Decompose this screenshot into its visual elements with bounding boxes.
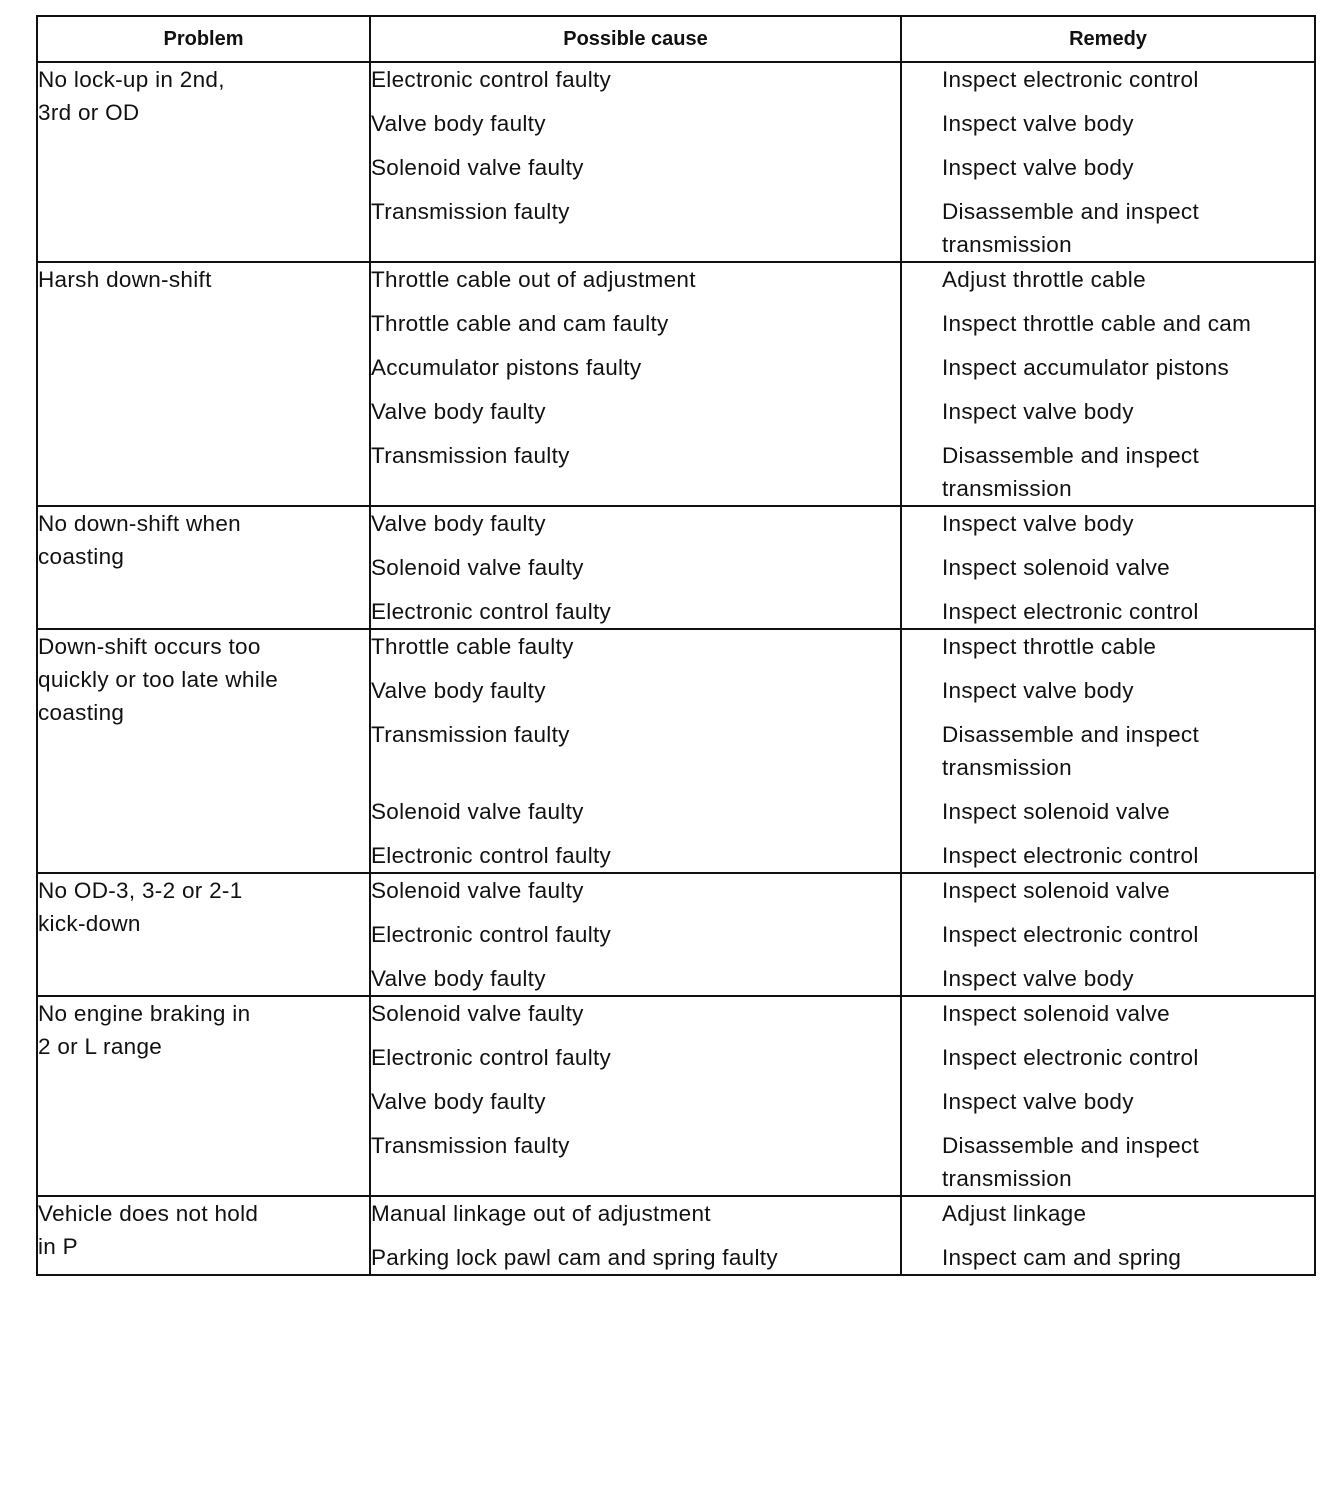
remedy-item: Inspect accumulator pistons bbox=[942, 355, 1229, 380]
remedy-item: Inspect solenoid valve bbox=[942, 878, 1170, 903]
table-row bbox=[37, 506, 1315, 629]
possible-cause-cell bbox=[370, 1196, 901, 1275]
table-row bbox=[37, 996, 1315, 1196]
remedy-item: Adjust throttle cable bbox=[942, 267, 1146, 292]
remedy-item: Inspect cam and spring bbox=[942, 1245, 1182, 1270]
cause-item: Valve body faulty bbox=[371, 1089, 546, 1114]
possible-cause-cell bbox=[370, 873, 901, 996]
possible-cause-cell bbox=[370, 506, 901, 629]
remedy-item: Inspect electronic control bbox=[942, 599, 1199, 624]
table-row bbox=[37, 1196, 1315, 1275]
header-remedy: Remedy bbox=[901, 16, 1315, 62]
cause-item: Electronic control faulty bbox=[371, 599, 612, 624]
remedy-item: Inspect valve body bbox=[942, 155, 1134, 180]
remedy-item: Inspect solenoid valve bbox=[942, 555, 1170, 580]
possible-cause-cell bbox=[370, 262, 901, 506]
cause-item: Solenoid valve faulty bbox=[371, 155, 584, 180]
remedy-cell bbox=[901, 1196, 1315, 1275]
remedy-item: Inspect valve body bbox=[942, 966, 1134, 991]
table-row bbox=[37, 873, 1315, 996]
problem-cell: No lock-up in 2nd, 3rd or OD bbox=[37, 62, 370, 262]
remedy-item: Inspect solenoid valve bbox=[942, 1001, 1170, 1026]
remedy-item: Inspect valve body bbox=[942, 511, 1134, 536]
remedy-cell bbox=[901, 629, 1315, 873]
problem-cell: No down-shift when coasting bbox=[37, 506, 370, 629]
remedy-item: Inspect electronic control bbox=[942, 922, 1199, 947]
cause-item: Valve body faulty bbox=[371, 399, 546, 424]
remedy-item: Inspect valve body bbox=[942, 678, 1134, 703]
remedy-item: Inspect valve body bbox=[942, 399, 1134, 424]
troubleshooting-table bbox=[36, 15, 1316, 1276]
remedy-item: Inspect valve body bbox=[942, 1089, 1134, 1114]
cause-item: Solenoid valve faulty bbox=[371, 1001, 584, 1026]
cause-item: Transmission faulty bbox=[371, 1133, 570, 1158]
remedy-cell bbox=[901, 62, 1315, 262]
table-row bbox=[37, 629, 1315, 873]
remedy-item: Inspect electronic control bbox=[942, 843, 1199, 868]
cause-item: Electronic control faulty bbox=[371, 67, 612, 92]
header-row bbox=[37, 16, 1315, 62]
cause-item: Throttle cable faulty bbox=[371, 634, 574, 659]
cause-item: Electronic control faulty bbox=[371, 843, 612, 868]
cause-item: Solenoid valve faulty bbox=[371, 555, 584, 580]
problem-cell: No OD-3, 3-2 or 2-1 kick-down bbox=[37, 873, 370, 996]
problem-cell: No engine braking in 2 or L range bbox=[37, 996, 370, 1196]
header-possible-cause: Possible cause bbox=[370, 16, 901, 62]
remedy-item: Inspect electronic control bbox=[942, 1045, 1199, 1070]
cause-item: Accumulator pistons faulty bbox=[371, 355, 642, 380]
cause-item: Valve body faulty bbox=[371, 111, 546, 136]
remedy-cell bbox=[901, 873, 1315, 996]
cause-item: Electronic control faulty bbox=[371, 1045, 612, 1070]
remedy-item: Disassemble and inspect transmission bbox=[942, 1133, 1200, 1191]
remedy-item: Inspect throttle cable bbox=[942, 634, 1157, 659]
remedy-item: Adjust linkage bbox=[942, 1201, 1087, 1226]
problem-cell: Vehicle does not hold in P bbox=[37, 1196, 370, 1275]
remedy-item: Inspect valve body bbox=[942, 111, 1134, 136]
remedy-cell bbox=[901, 262, 1315, 506]
cause-item: Throttle cable out of adjustment bbox=[371, 267, 696, 292]
cause-item: Solenoid valve faulty bbox=[371, 799, 584, 824]
problem-cell: Down-shift occurs too quickly or too late while coasting bbox=[37, 629, 370, 873]
cause-item: Valve body faulty bbox=[371, 966, 546, 991]
remedy-cell bbox=[901, 506, 1315, 629]
cause-item: Electronic control faulty bbox=[371, 922, 612, 947]
problem-cell: Harsh down-shift bbox=[37, 262, 370, 506]
possible-cause-cell bbox=[370, 996, 901, 1196]
cause-item: Valve body faulty bbox=[371, 511, 546, 536]
cause-item: Transmission faulty bbox=[371, 443, 570, 468]
cause-item: Transmission faulty bbox=[371, 722, 570, 747]
remedy-item: Inspect solenoid valve bbox=[942, 799, 1170, 824]
header-problem: Problem bbox=[37, 16, 370, 62]
cause-item: Parking lock pawl cam and spring faulty bbox=[371, 1245, 778, 1270]
remedy-item: Disassemble and inspect transmission bbox=[942, 199, 1200, 257]
remedy-item: Disassemble and inspect transmission bbox=[942, 443, 1200, 501]
table-row bbox=[37, 262, 1315, 506]
remedy-cell bbox=[901, 996, 1315, 1196]
cause-item: Valve body faulty bbox=[371, 678, 546, 703]
cause-item: Transmission faulty bbox=[371, 199, 570, 224]
cause-item: Manual linkage out of adjustment bbox=[371, 1201, 711, 1226]
remedy-item: Disassemble and inspect transmission bbox=[942, 722, 1200, 780]
table-row bbox=[37, 62, 1315, 262]
possible-cause-cell bbox=[370, 62, 901, 262]
remedy-item: Inspect electronic control bbox=[942, 67, 1199, 92]
possible-cause-cell bbox=[370, 629, 901, 873]
remedy-item: Inspect throttle cable and cam bbox=[942, 311, 1252, 336]
cause-item: Throttle cable and cam faulty bbox=[371, 311, 669, 336]
cause-item: Solenoid valve faulty bbox=[371, 878, 584, 903]
